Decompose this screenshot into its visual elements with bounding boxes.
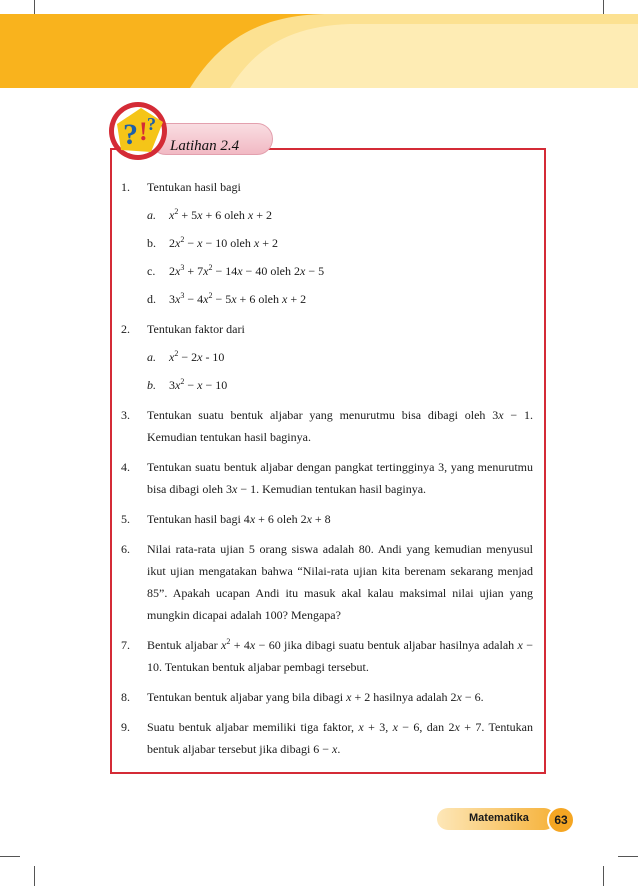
page-number: 63 — [547, 806, 575, 834]
crop-mark — [618, 856, 638, 857]
item-number: 8. — [121, 690, 130, 704]
header-band — [0, 0, 638, 88]
sub-item-expression: $2x^3 + 7x^2 - 14x - 40$ oleh 2x − 5 — [169, 263, 325, 278]
item-text: Suatu bentuk aljabar memiliki tiga faktor, x + 3, x − 6, dan 2x + 7. Tentukan bentuk aljabar tersebut jika dibagi 6 − x. — [147, 720, 533, 756]
item-number: 6. — [121, 542, 130, 556]
item-text: Nilai rata-rata ujian 5 orang siswa adalah 80. Andi yang kemudian menyusul ikut ujian mengatakan bahwa “Nilai-rata ujian kita berenam sekarang menjad 85”. Apakah ucapan Andi itu masuk akal kalau maksimal nilai ujian yang mungkin dicapai adalah 100? Mengapa? — [147, 542, 533, 622]
sub-item — [147, 232, 533, 254]
item-number: 4. — [121, 460, 130, 474]
sub-item — [147, 288, 533, 310]
exercise-item — [121, 686, 533, 708]
exercise-item — [121, 538, 533, 626]
item-text: Tentukan bentuk aljabar yang bila dibagi x + 2 hasilnya adalah 2x − 6. — [147, 690, 484, 704]
item-number: 9. — [121, 720, 130, 734]
svg-text:?: ? — [123, 118, 138, 151]
crop-mark — [34, 866, 35, 886]
sub-item — [147, 260, 533, 282]
item-number: 7. — [121, 638, 130, 652]
item-number: 2. — [121, 322, 130, 336]
sub-item-expression: $x^2 - 2x - 10$ — [169, 349, 225, 364]
exercise-title: Latihan 2.4 — [170, 138, 240, 154]
item-text: Tentukan suatu bentuk aljabar dengan pangkat tertingginya 3, yang menurutmu bisa dibagi oleh 3x − 1. Kemudian tentukan hasil baginya. — [147, 460, 533, 496]
sub-item-label: d. — [147, 292, 156, 306]
exercise-item — [121, 508, 533, 530]
sub-item-label: a. — [147, 208, 156, 222]
sub-item — [147, 204, 533, 226]
exercise-list — [121, 176, 533, 768]
sub-item-label: a. — [147, 350, 156, 364]
exercise-item — [121, 404, 533, 448]
exercise-item — [121, 456, 533, 500]
exercise-item — [121, 318, 533, 396]
question-badge-icon — [107, 100, 169, 162]
sub-item-expression: $3x^3 - 4x^2 - 5x + 6$ oleh x + 2 — [169, 291, 307, 306]
page-footer — [437, 808, 577, 834]
item-text: Tentukan hasil bagi — [147, 180, 241, 194]
exercise-item — [121, 176, 533, 310]
item-text: Tentukan suatu bentuk aljabar yang menurutmu bisa dibagi oleh 3x − 1. Kemudian tentukan hasil baginya. — [147, 408, 533, 444]
item-number: 3. — [121, 408, 130, 422]
exercise-item — [121, 716, 533, 760]
sub-item-expression: $2x^2 - x - 10$ oleh x + 2 — [169, 235, 278, 250]
sub-item-label: b. — [147, 236, 156, 250]
sub-item — [147, 374, 533, 396]
item-text: Tentukan hasil bagi 4x + 6 oleh 2x + 8 — [147, 512, 331, 526]
item-text: Bentuk aljabar $x^2 + 4x - 60$ jika dibagi suatu bentuk aljabar hasilnya adalah x − 10. Tentukan bentuk aljabar pembagi tersebut. — [147, 637, 533, 674]
sub-item-label: b. — [147, 378, 156, 392]
sub-item-expression: $3x^2 - x - 10$ — [169, 377, 228, 392]
crop-mark — [603, 866, 604, 886]
item-number: 1. — [121, 180, 130, 194]
item-text: Tentukan faktor dari — [147, 322, 245, 336]
footer-subject: Matematika — [469, 812, 529, 824]
item-number: 5. — [121, 512, 130, 526]
sub-item-expression: $x^2 + 5x + 6$ oleh x + 2 — [169, 207, 272, 222]
sub-item-label: c. — [147, 264, 156, 278]
svg-text:?: ? — [147, 114, 156, 134]
sub-item — [147, 346, 533, 368]
svg-text:!: ! — [139, 117, 148, 146]
crop-mark — [0, 856, 20, 857]
exercise-item — [121, 634, 533, 678]
